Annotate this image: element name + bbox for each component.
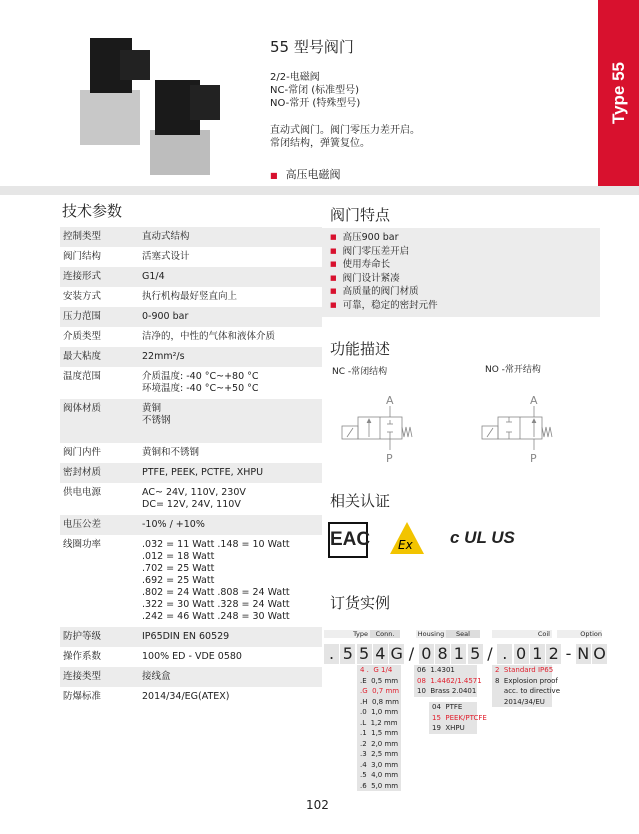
code-char: 5 — [340, 644, 355, 664]
seal-option: 19 XHPU — [432, 724, 465, 732]
spec-value: 100% ED - VDE 0580 — [142, 651, 242, 662]
spec-value: 2014/34/EG(ATEX) — [142, 691, 230, 702]
desc-line: 常闭结构，弹簧复位。 — [270, 138, 370, 149]
code-char: 8 — [435, 644, 450, 664]
housing-option: 06 1.4301 — [417, 666, 455, 674]
conn-option: .2 2,0 mm — [360, 739, 399, 748]
spec-row — [60, 483, 322, 515]
spec-value: AC~ 24V, 110V, 230V DC= 12V, 24V, 110V — [142, 487, 246, 510]
spec-row — [60, 227, 322, 247]
coil-options — [492, 665, 560, 707]
conn-options — [357, 665, 401, 791]
order-code — [324, 644, 607, 664]
spec-row — [60, 399, 322, 443]
spec-row — [60, 287, 322, 307]
spec-row — [60, 667, 322, 687]
desc-line: 直动式阀门。阀门零压力差开启。 — [270, 125, 420, 136]
feature-item: ■ 阀门设计紧凑 — [330, 272, 592, 286]
conn-option: .H 0,8 mm — [360, 697, 399, 706]
spec-value: G1/4 — [142, 271, 165, 282]
specs-table — [60, 227, 322, 707]
spec-key: 连接类型 — [63, 671, 102, 682]
header-block: 55 型号阀门 2/2-电磁阀 NC-常闭 (标准型号) NO-常开 (特殊型号) 直动式阀门。阀门零压力差开启。 常闭结构，弹簧复位。 ■ 高压电磁阀 — [270, 38, 420, 181]
spec-row — [60, 535, 322, 627]
conn-option: .E 0,5 mm — [360, 676, 399, 685]
header-option: Option — [557, 630, 602, 638]
spec-key: 密封材质 — [63, 467, 102, 478]
spec-value: 22mm²/s — [142, 351, 185, 362]
coil-option: 8 Explosion proof — [495, 676, 558, 685]
spec-value: 黄铜 不锈钢 — [142, 403, 171, 426]
code-char: N — [577, 644, 590, 663]
code-char: . — [497, 644, 512, 664]
divider-band — [0, 186, 639, 195]
spec-value: 介质温度: -40 °C~+80 °C 环境温度: -40 °C~+50 °C — [142, 371, 259, 394]
page-number: 102 — [306, 798, 329, 812]
features-list — [322, 228, 600, 317]
code-char: 2 — [546, 644, 561, 664]
spec-row — [60, 247, 322, 267]
coil-option: 2 Standard IP65 — [495, 666, 554, 674]
coil-option: 2014/34/EU — [495, 697, 545, 706]
spec-value: 洁净的，中性的气体和液体介质 — [142, 331, 276, 342]
seal-option: 15 PEEK/PTCFE — [432, 713, 487, 722]
type-side-tab: Type 55 — [598, 0, 639, 186]
seal-options — [429, 702, 487, 734]
spec-value: 0-900 bar — [142, 311, 189, 322]
valve-product-photo — [70, 30, 240, 180]
svg-text:A: A — [530, 394, 538, 407]
spec-row — [60, 463, 322, 483]
header-conn: Conn. — [370, 630, 400, 638]
conn-option: .L 1,2 mm — [360, 718, 398, 727]
code-char: O — [593, 644, 606, 663]
code-char: 0 — [514, 644, 529, 664]
atex-ex-mark — [388, 520, 426, 558]
feature-item: ■ 可靠，稳定的密封元件 — [330, 299, 592, 313]
spec-value: .032 = 11 Watt .148 = 10 Watt .012 = 18 Watt .702 = 25 Watt .692 = 25 Watt .802 = 24 Watt .808 = 24 Watt .322 = 30 Watt .328 = 24 Watt .242 = 46 Watt .248 = 30 Watt — [142, 539, 290, 622]
spec-row — [60, 327, 322, 347]
spec-value: -10% / +10% — [142, 519, 205, 530]
spec-value: 执行机构最好竖直向上 — [142, 291, 238, 302]
spec-value: IP65DIN EN 60529 — [142, 631, 230, 642]
code-char: / — [408, 644, 415, 663]
coil-option: acc. to directive — [495, 687, 560, 695]
header-line: NC-常闭 (标准型号) — [270, 85, 360, 96]
code-char: 5 — [357, 644, 372, 664]
spec-key: 阀门内件 — [63, 447, 102, 458]
spec-row — [60, 367, 322, 399]
spec-row — [60, 627, 322, 647]
spec-row — [60, 687, 322, 707]
no-valve-symbol — [480, 390, 560, 465]
spec-value: 黄铜和不锈钢 — [142, 447, 200, 458]
header-housing: Housing — [417, 630, 445, 638]
code-char: 5 — [468, 644, 483, 664]
conn-option: .5 4,0 mm — [360, 771, 399, 779]
code-char: / — [487, 644, 493, 663]
conn-option: .6 5,0 mm — [360, 781, 399, 790]
conn-option: .4 3,0 mm — [360, 760, 399, 769]
eac-mark: EAC — [328, 522, 368, 558]
housing-option: 08 1.4462/1.4571 — [417, 676, 482, 685]
feature-item: ■ 阀门零压差开启 — [330, 245, 592, 259]
spec-key: 控制类型 — [63, 231, 102, 242]
housing-option: 10 Brass 2.0401 — [417, 687, 477, 695]
spec-key: 阀体材质 — [63, 403, 102, 414]
feature-item: ■ 高质量的阀门材质 — [330, 285, 592, 299]
spec-value: 活塞式设计 — [142, 251, 190, 262]
conn-option: .G 0,7 mm — [360, 687, 400, 695]
spec-key: 电压公差 — [63, 519, 102, 530]
code-char: . — [324, 644, 339, 664]
code-char: 1 — [530, 644, 545, 664]
spec-row — [60, 647, 322, 667]
nc-valve-symbol — [340, 390, 420, 465]
spec-key: 阀门结构 — [63, 251, 102, 262]
header-coil: Coil — [492, 630, 552, 638]
features-title: 阀门特点 — [330, 206, 391, 224]
spec-key: 介质类型 — [63, 331, 102, 342]
spec-value: 接线盒 — [142, 671, 171, 682]
header-type: Type — [324, 630, 370, 638]
conn-option: 4 . G 1/4 — [360, 666, 393, 674]
function-title: 功能描述 — [330, 340, 391, 358]
svg-text:A: A — [386, 394, 394, 407]
conn-option: .3 2,5 mm — [360, 750, 399, 758]
spec-value: PTFE, PEEK, PCTFE, XHPU — [142, 467, 264, 478]
category-tag: 高压电磁阀 — [285, 168, 341, 181]
header-line: NO-常开 (特殊型号) — [270, 98, 361, 109]
spec-key: 供电电源 — [63, 487, 102, 498]
spec-key: 防护等级 — [63, 631, 102, 642]
spec-key: 安装方式 — [63, 291, 102, 302]
cert-title: 相关认证 — [330, 492, 391, 510]
spec-key: 操作系数 — [63, 651, 102, 662]
conn-option: .1 1,5 mm — [360, 729, 399, 737]
spec-row — [60, 443, 322, 463]
spec-key: 压力范围 — [63, 311, 102, 322]
spec-key: 防爆标准 — [63, 691, 102, 702]
spec-value: 直动式结构 — [142, 231, 190, 242]
seal-option: 04 PTFE — [432, 703, 463, 711]
spec-key: 最大粘度 — [63, 351, 102, 362]
code-char: - — [565, 644, 572, 663]
code-char: 4 — [373, 644, 388, 664]
svg-text:Ex: Ex — [398, 538, 413, 552]
header-line: 2/2-电磁阀 — [270, 72, 320, 83]
spec-row — [60, 347, 322, 367]
code-char: 0 — [419, 644, 434, 664]
housing-options — [414, 665, 482, 697]
spec-key: 连接形式 — [63, 271, 102, 282]
spec-row — [60, 267, 322, 287]
code-char: 1 — [451, 644, 466, 664]
no-label: NO -常开结构 — [485, 365, 541, 375]
svg-text:P: P — [386, 452, 393, 465]
spec-key: 线圈功率 — [63, 539, 102, 550]
code-char: G — [390, 644, 403, 663]
feature-item: ■ 使用寿命长 — [330, 258, 592, 272]
order-headers — [324, 630, 600, 642]
order-title: 订货实例 — [330, 594, 391, 612]
header-seal: Seal — [446, 630, 480, 638]
conn-option: .0 1,0 mm — [360, 708, 399, 716]
feature-item: ■ 高压900 bar — [330, 231, 592, 245]
page-title: 55 型号阀门 — [270, 38, 354, 56]
nc-label: NC -常闭结构 — [332, 367, 388, 377]
spec-key: 温度范围 — [63, 371, 102, 382]
specs-title: 技术参数 — [62, 202, 123, 220]
spec-row — [60, 307, 322, 327]
spec-row — [60, 515, 322, 535]
cul-us-mark: c UL US — [450, 528, 515, 547]
svg-text:P: P — [530, 452, 537, 465]
